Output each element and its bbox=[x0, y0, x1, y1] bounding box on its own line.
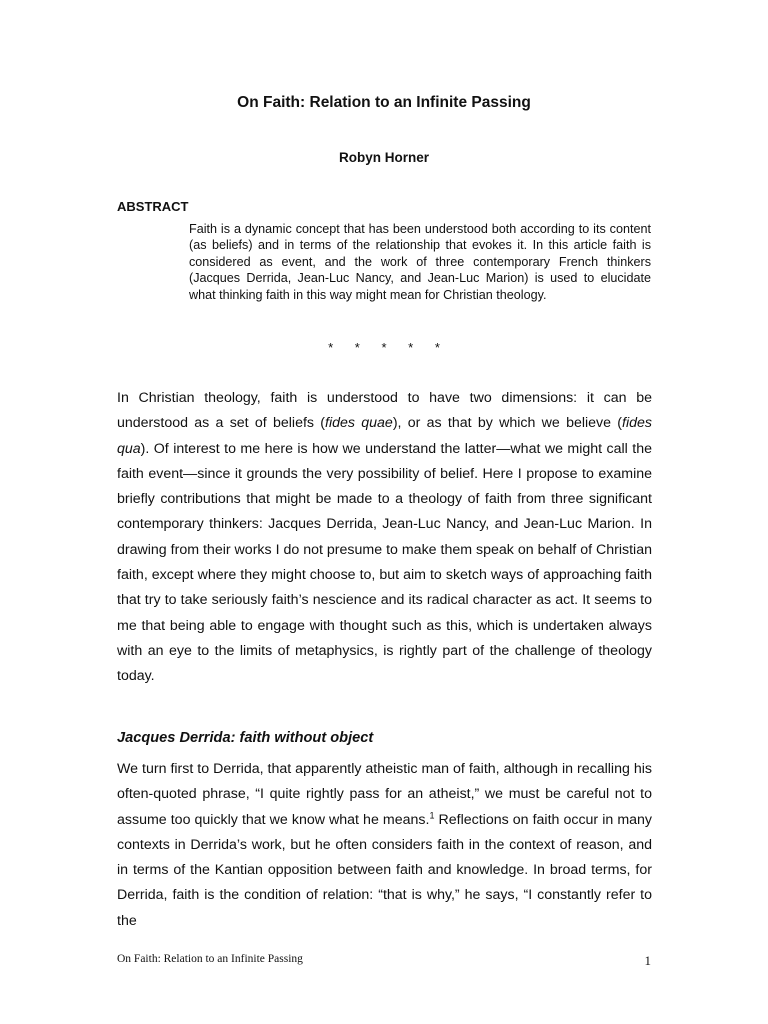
separator-star: * bbox=[381, 340, 387, 355]
section-separator bbox=[0, 340, 768, 355]
footnote-marker[interactable]: 1 bbox=[429, 809, 435, 820]
abstract-text: Faith is a dynamic concept that has been understood both according to its content (as beliefs) and in terms of the relationship that evokes it. In this article faith is considered as event, and the work of three contemporary French thinkers (Jacques Derrida, Jean-Luc Nancy, and Jean-Luc Marion) is used to elucidate what thinking faith in this way might mean for Christian theology. bbox=[189, 222, 651, 302]
latin-term: fides qua bbox=[117, 415, 652, 457]
page-number: 1 bbox=[644, 953, 651, 968]
footer-running-title: On Faith: Relation to an Infinite Passing bbox=[117, 953, 303, 965]
section-heading: Jacques Derrida: faith without object bbox=[117, 730, 374, 746]
paragraph-text: ), or as that by which we believe ( bbox=[392, 415, 623, 432]
document-title: On Faith: Relation to an Infinite Passing bbox=[237, 94, 531, 111]
author-name: Robyn Horner bbox=[338, 150, 429, 165]
body-paragraph-intro bbox=[117, 386, 652, 690]
separator-star: * bbox=[354, 340, 360, 355]
latin-term: fides quae bbox=[325, 415, 393, 432]
paragraph-text: Reflections on faith occur in many contexts in Derrida’s work, but he often considers faith in the context of reason, and in terms of the Kantian opposition between faith and knowledge. In broad terms, for Derrida, faith is the condition of relation: “that is why,” he says, “I constantly refer to the bbox=[117, 811, 653, 929]
separator-star: * bbox=[408, 340, 414, 355]
paragraph-text: In Christian theology, faith is understood to have two dimensions: it can be understood as a set of beliefs ( bbox=[117, 390, 652, 432]
paragraph-text: We turn first to Derrida, that apparently atheistic man of faith, although in recalling his often-quoted phrase, “I quite rightly pass for an atheist,” we must be careful not to assume too quickly that we know what he means. bbox=[117, 761, 652, 828]
body-paragraph-derrida bbox=[117, 757, 652, 934]
separator-star: * bbox=[328, 340, 334, 355]
paragraph-text: ). Of interest to me here is how we understand the latter—what we might call the faith event—since it grounds the very possibility of belief. Here I propose to examine briefly contributions that might be made to a theology of faith from three significant contemporary thinkers: Jacques Derrida, Jean-Luc Nancy, and Jean-Luc Marion. In drawing from their works I do not presume to make them speak on behalf of Christian faith, except where they might choose to, but aim to sketch ways of approaching faith that try to take seriously faith’s nescience and its radical character as act. It seems to me that being able to engage with thought such as this, which is undertaken always with an eye to the limits of metaphysics, is rightly part of the challenge of theology today. bbox=[117, 440, 652, 685]
abstract-heading: ABSTRACT bbox=[117, 199, 189, 214]
separator-star: * bbox=[434, 340, 440, 355]
